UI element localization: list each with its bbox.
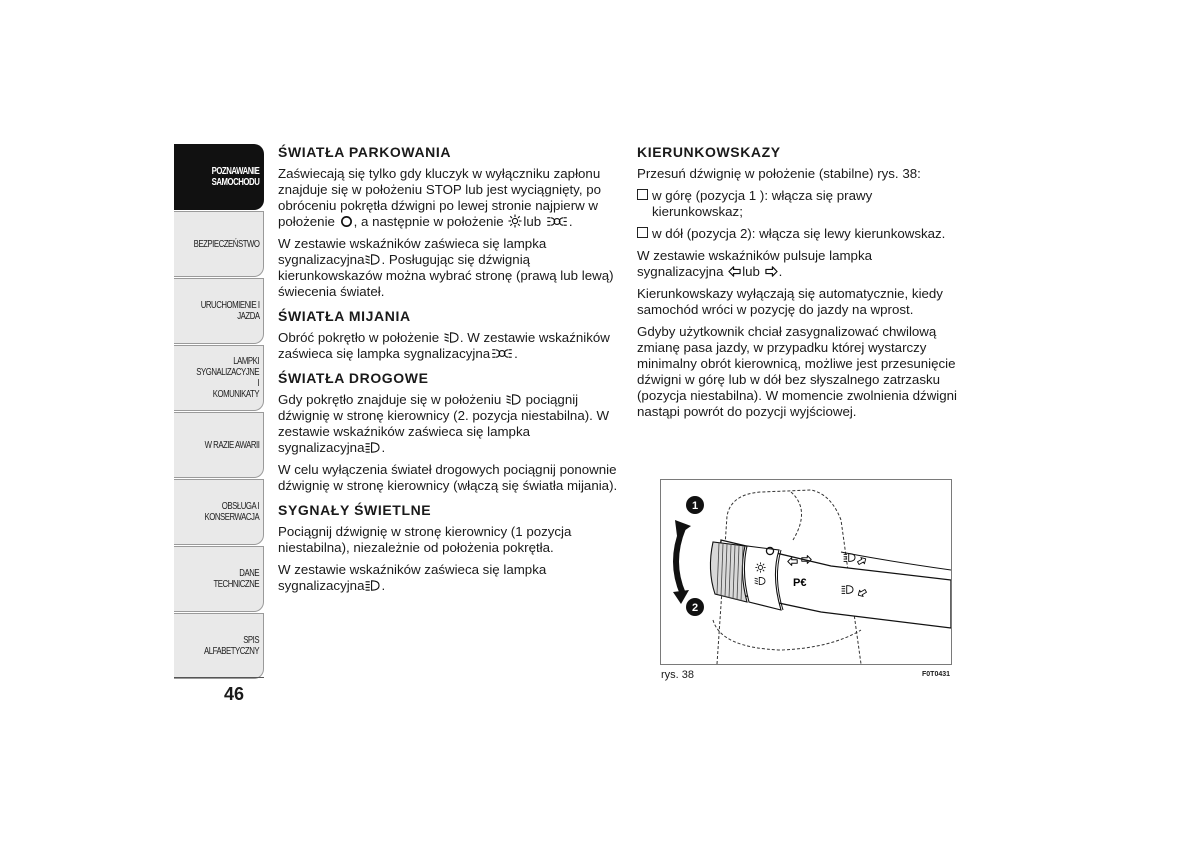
paragraph — [278, 166, 620, 230]
figure-code: F0T0431 — [922, 671, 951, 678]
text: pociągnij dźwignię w stronę kierownicy (2. pozycja niestabilna). W zestawie wskaźników zaświeca się lampka sygnalizacyjna — [278, 392, 610, 455]
marker-1-label: 1 — [691, 500, 699, 512]
text: . — [381, 578, 386, 593]
checkbox-bullet-icon — [637, 227, 648, 238]
section-heading: KIERUNKOWSKAZY — [637, 144, 781, 160]
section-heading: ŚWIATŁA MIJANIA — [278, 308, 411, 324]
tabs-divider — [174, 677, 264, 678]
circle-off-icon — [340, 215, 353, 228]
figure-lever-illustration — [660, 479, 952, 665]
section-low-beam — [278, 308, 620, 362]
low-beam-icon — [506, 393, 521, 406]
paragraph: Kierunkowskazy wyłączają się automatycznie, kiedy samochód wróci w pozycję do jazdy na wprost. — [637, 286, 943, 317]
tab-obsluga-i-konserwacja[interactable] — [174, 479, 264, 545]
marker-2-label: 2 — [691, 602, 699, 614]
tab-label: BEZPIECZEŃSTWO — [193, 238, 260, 250]
figure-caption: rys. 38 — [661, 669, 695, 681]
parking-light-icon — [546, 215, 568, 228]
text: lub — [742, 264, 760, 279]
tab-w-razie-awarii[interactable] — [174, 412, 264, 478]
section-parking-lights — [278, 144, 620, 300]
paragraph: Przesuń dźwignię w położenie (stabilne) rys. 38: — [637, 166, 921, 181]
sun-sidelight-icon — [508, 214, 522, 228]
auto-light-label: P€ — [793, 577, 807, 589]
section-high-beam — [278, 370, 620, 494]
low-beam-icon — [444, 331, 459, 344]
high-beam-icon — [365, 579, 380, 592]
text: w górę (pozycja 1 ): włącza się prawy kierunkowskaz; — [652, 188, 873, 219]
lever-drawing — [661, 480, 951, 664]
page-number: 46 — [224, 684, 245, 704]
tab-label: LAMPKI SYGNALIZACYJNE I KOMUNIKATY — [196, 356, 260, 400]
paragraph — [637, 248, 957, 280]
tab-uruchomienie-i-jazda[interactable] — [174, 278, 264, 344]
tab-label: DANE TECHNICZNE — [213, 568, 260, 590]
arrow-right-icon — [765, 265, 778, 278]
paragraph — [278, 330, 620, 362]
arrow-left-icon — [728, 265, 741, 278]
text: Zaświecają się tylko gdy kluczyk w wyłączniku zapłonu znajduje się w położeniu STOP lub jest wyciągnięty, po obróceniu pokrętła dźwigni po lewej stronie najpierw w położenie — [278, 166, 602, 229]
paragraph: W celu wyłączenia świateł drogowych pociągnij ponownie dźwignię w stronę kierownicy (włączą się światła mijania). — [278, 462, 618, 493]
tab-lampki-sygnalizacyjne[interactable] — [174, 345, 264, 411]
section-heading: ŚWIATŁA DROGOWE — [278, 370, 429, 386]
tab-label: OBSŁUGA I KONSERWACJA — [204, 501, 260, 523]
list-item — [637, 188, 957, 220]
text: W zestawie wskaźników zaświeca się lampka sygnalizacyjna — [278, 562, 547, 593]
text: . — [381, 440, 386, 455]
text: . W zestawie wskaźników zaświeca się lampka sygnalizacyjna — [278, 330, 610, 361]
tab-spis-alfabetyczny[interactable] — [174, 613, 264, 679]
section-flash-signals — [278, 502, 620, 594]
tab-label: URUCHOMIENIE I JAZDA — [200, 300, 260, 322]
tab-dane-techniczne[interactable] — [174, 546, 264, 612]
checkbox-bullet-icon — [637, 189, 648, 200]
paragraph — [278, 562, 620, 594]
section-heading: SYGNAŁY ŚWIETLNE — [278, 502, 432, 518]
low-beam-icon — [365, 253, 380, 266]
text: . — [568, 214, 573, 229]
tab-label: W RAZIE AWARII — [204, 439, 260, 451]
text: lub — [523, 214, 542, 229]
list-item — [637, 226, 957, 242]
tab-poznawanie-samochodu[interactable] — [174, 144, 264, 210]
section-turn-signals — [637, 144, 957, 420]
paragraph: Pociągnij dźwignię w stronę kierownicy (1 pozycja niestabilna), niezależnie od położenia pokrętła. — [278, 524, 572, 555]
text: W zestawie wskaźników pulsuje lampka sygnalizacyjna — [637, 248, 873, 279]
right-column — [637, 144, 957, 428]
paragraph — [278, 236, 620, 300]
tab-bezpieczenstwo[interactable] — [174, 211, 264, 277]
tab-label: SPIS ALFABETYCZNY — [204, 635, 260, 657]
text: W zestawie wskaźników zaświeca się lampka sygnalizacyjna — [278, 236, 547, 267]
section-heading: ŚWIATŁA PARKOWANIA — [278, 144, 452, 160]
left-column — [278, 144, 620, 602]
text: . — [514, 346, 518, 361]
text: w dół (pozycja 2): włącza się lewy kierunkowskaz. — [652, 226, 946, 241]
chapter-tabs — [174, 144, 264, 680]
text: Obróć pokrętło w położenie — [278, 330, 440, 345]
tab-label: POZNAWANIE SAMOCHODU — [211, 166, 260, 188]
text: . — [778, 264, 783, 279]
text: Gdy pokrętło znajduje się w położeniu — [278, 392, 502, 407]
parking-light-icon — [491, 347, 513, 360]
text: . Posługując się dźwignią kierunkowskazów można wybrać stronę (prawą lub lewą) świecenia świateł. — [278, 252, 614, 299]
text: , a następnie w położenie — [353, 214, 504, 229]
paragraph: Gdyby użytkownik chciał zasygnalizować chwilową zmianę pasa jazdy, w przypadku której wystarczy minimalny obrót kierownicą, możliwe jest przesunięcie dźwigni w górę lub w dół bez słyszalnego zatrzasku (pozycja niestabilna). W momencie zwolnienia dźwigni nastąpi powrót do pozycji wyjściowej. — [637, 324, 958, 419]
high-beam-icon — [365, 441, 380, 454]
paragraph — [278, 392, 620, 456]
